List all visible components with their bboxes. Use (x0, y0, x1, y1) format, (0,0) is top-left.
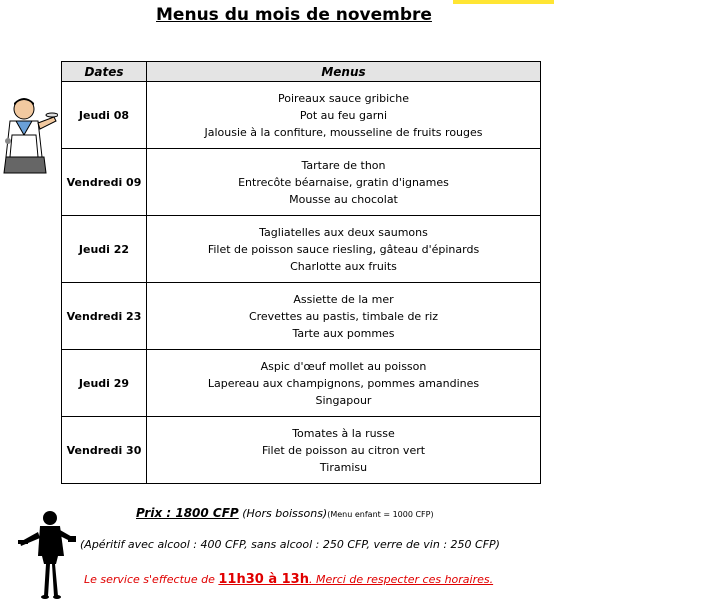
dish: Tagliatelles aux deux saumons (259, 225, 428, 239)
price-line (136, 506, 434, 520)
table-row (62, 283, 541, 350)
menu-date: Vendredi 30 (62, 417, 147, 484)
dish: Assiette de la mer (293, 292, 394, 306)
dish: Tarte aux pommes (292, 326, 395, 340)
dish: Charlotte aux fruits (290, 259, 397, 273)
table-row (62, 82, 541, 149)
dish: Crevettes au pastis, timbale de riz (248, 309, 439, 323)
dish: Tartare de thon (301, 158, 386, 172)
hors-boissons: (Hors boissons) (238, 507, 328, 520)
menu-dishes (147, 283, 541, 350)
menu-table (61, 61, 541, 484)
menu-dishes (147, 350, 541, 417)
dish: Poireaux sauce gribiche (278, 91, 409, 105)
menu-date: Jeudi 08 (62, 82, 147, 149)
table-row (62, 216, 541, 283)
service-prefix: Le service s'effectue de (84, 573, 219, 586)
waitress-clipart-icon (18, 508, 78, 600)
dish: Lapereau aux champignons, pommes amandines (207, 376, 480, 390)
drinks-prices: (Apéritif avec alcool : 400 CFP, sans alcool : 250 CFP, verre de vin : 250 CFP) (80, 538, 500, 551)
dish: Tiramisu (319, 460, 368, 474)
page-title: Menus du mois de novembre (156, 5, 432, 25)
menu-dishes (147, 149, 541, 216)
service-hours: 11h30 à 13h (218, 572, 309, 587)
menu-dishes (147, 216, 541, 283)
menu-date: Jeudi 29 (62, 350, 147, 417)
dish: Tomates à la russe (292, 426, 395, 440)
dish: Singapour (315, 393, 372, 407)
service-suffix: . Merci de respecter ces horaires. (308, 573, 494, 586)
price: Prix : 1800 CFP (136, 506, 239, 520)
dish: Pot au feu garni (299, 108, 388, 122)
dish: Aspic d'œuf mollet au poisson (260, 359, 427, 373)
table-row (62, 149, 541, 216)
child-menu-price: (Menu enfant = 1000 CFP) (327, 510, 434, 519)
menus-header: Menus (147, 62, 541, 82)
dish: Filet de poisson au citron vert (261, 443, 426, 457)
dish: Filet de poisson sauce riesling, gâteau d'épinards (207, 242, 480, 256)
waiter-clipart-icon (0, 95, 58, 175)
menu-dishes (147, 417, 541, 484)
dish: Mousse au chocolat (289, 192, 398, 206)
service-hours-notice (84, 572, 493, 587)
menu-date: Vendredi 23 (62, 283, 147, 350)
yellow-decoration (453, 0, 554, 4)
table-row (62, 417, 541, 484)
menu-date: Jeudi 22 (62, 216, 147, 283)
menu-date: Vendredi 09 (62, 149, 147, 216)
table-row (62, 350, 541, 417)
dish: Jalousie à la confiture, mousseline de fruits rouges (204, 125, 483, 139)
menu-dishes (147, 82, 541, 149)
dates-header: Dates (62, 62, 147, 82)
dish: Entrecôte béarnaise, gratin d'ignames (238, 175, 449, 189)
